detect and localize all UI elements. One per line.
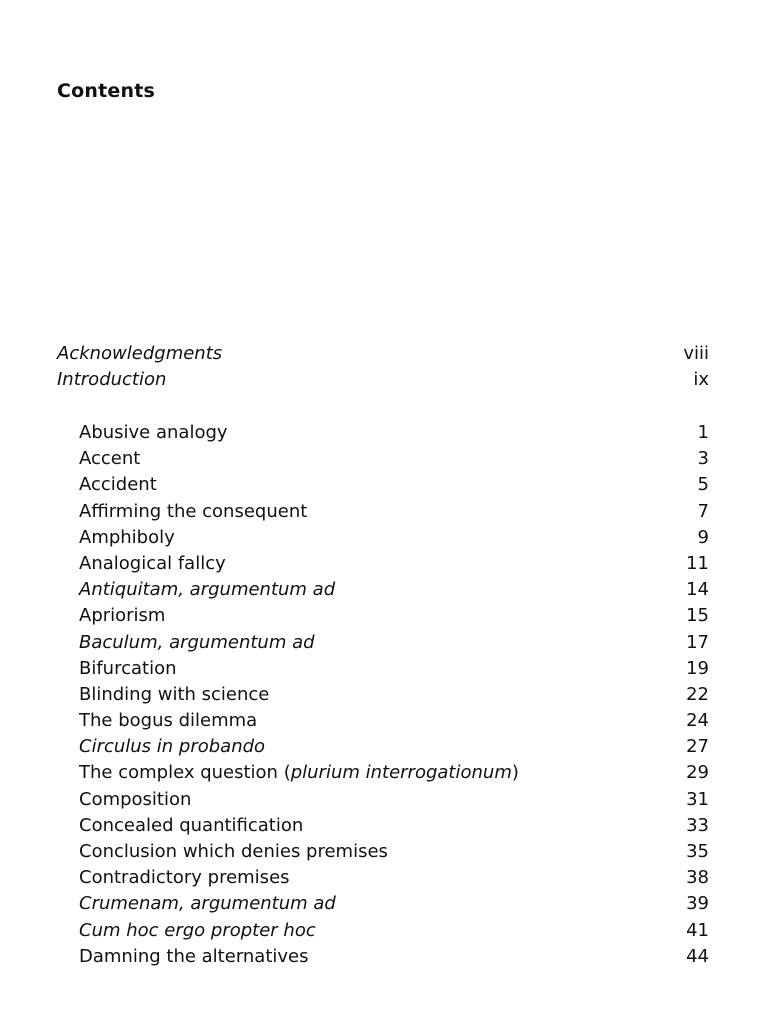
entry-page: 33 [686,814,709,836]
entry-title [79,472,698,498]
entry-page: 1 [697,422,709,443]
entry-title-text: Cum hoc ergo propter hoc [79,919,316,941]
entry-title [79,891,686,917]
entry-title [79,865,686,891]
entry-title [79,682,686,708]
entry-title-text: Accent [79,448,141,470]
toc-entry[interactable] [79,577,709,603]
toc-entry[interactable] [79,446,709,472]
toc-entry[interactable] [79,708,709,734]
entry-page: 44 [686,945,709,967]
page-title: Contents [57,80,156,102]
entry-title [79,760,686,786]
toc-entry[interactable] [79,551,709,577]
entry-title-text: Concealed quantification [79,814,304,836]
toc-entry[interactable] [79,525,709,551]
entry-page: 3 [697,448,709,470]
entry-title [79,420,698,446]
entry-title [79,656,686,682]
toc-entry[interactable] [79,760,709,786]
entry-title-text: The complex question ( [79,762,291,784]
entry-page: ix [693,369,709,391]
entry-title-text: Accident [79,474,157,496]
front-matter-item[interactable] [57,341,709,367]
entry-page: 22 [686,683,709,705]
toc-entry[interactable] [79,472,709,498]
toc-entry[interactable] [79,630,709,656]
front-matter-item[interactable] [57,367,709,393]
entry-page: 9 [697,526,709,548]
entry-title [79,499,698,525]
toc-entry[interactable] [79,944,709,970]
toc-entry[interactable] [79,839,709,865]
entry-page: 35 [686,841,709,862]
entry-title-text: Amphiboly [79,526,175,548]
entry-title-text: Antiquitam, argumentum ad [79,579,336,601]
entry-title [79,839,686,865]
toc-entry[interactable] [79,734,709,760]
front-matter-list [57,341,709,393]
entry-page: 27 [686,736,709,758]
toc-entry[interactable] [79,499,709,525]
entry-title [79,603,686,629]
entry-title [79,787,686,813]
entry-page: 17 [686,631,709,653]
entry-page: 15 [686,605,709,627]
toc-entry[interactable] [79,918,709,944]
entry-page: 19 [686,657,709,679]
entry-title-text: Crumenam, argumentum ad [79,893,336,915]
toc-entry[interactable] [79,420,709,446]
entry-title-text: Damning the alternatives [79,945,309,967]
entry-title [79,577,686,603]
entry-page: 7 [697,500,709,522]
entry-title-italic-part: plurium interrogationum [290,762,512,784]
entry-page: 41 [686,919,709,941]
toc-entry[interactable] [79,865,709,891]
entry-title-text: Baculum, argumentum ad [79,631,315,653]
entry-title-text: Blinding with science [79,683,270,705]
entry-title-text: Bifurcation [79,657,177,679]
entry-title-text: Composition [79,788,192,810]
entry-title-text: Affirming the consequent [79,500,308,522]
entry-page: 14 [686,579,709,601]
entry-page: 11 [686,552,709,574]
entry-title [79,918,686,944]
entry-page: 31 [686,788,709,810]
entry-title-suffix: ) [511,762,519,784]
toc-entry[interactable] [79,891,709,917]
entry-title-text: Circulus in probando [79,736,266,758]
entry-title-text: Contradictory premises [79,867,290,889]
entry-title-text: Apriorism [79,605,166,627]
entry-page: 29 [686,762,709,784]
entry-title [79,734,686,760]
entry-title [79,630,686,656]
entry-page: 5 [697,474,709,496]
entry-page: 24 [686,710,709,732]
entry-title [79,813,686,839]
toc-entry[interactable] [79,813,709,839]
entry-title [79,708,686,734]
entry-page: 38 [686,867,709,889]
entry-title [79,525,698,551]
toc-list [79,420,709,970]
toc-entry[interactable] [79,787,709,813]
entry-title [79,446,698,472]
entry-title-text: Abusive analogy [79,422,228,443]
entry-title [79,551,686,577]
toc-entry[interactable] [79,656,709,682]
entry-title-text: The bogus dilemma [79,710,258,732]
entry-title-text: Analogical fallcy [79,552,226,574]
toc-entry[interactable] [79,682,709,708]
entry-page: 39 [686,893,709,915]
entry-page: viii [683,343,709,364]
entry-title: Introduction [57,369,167,391]
entry-title-text: Conclusion which denies premises [79,841,388,862]
toc-entry[interactable] [79,603,709,629]
entry-title [79,944,686,970]
entry-title: Acknowledgments [57,343,223,364]
